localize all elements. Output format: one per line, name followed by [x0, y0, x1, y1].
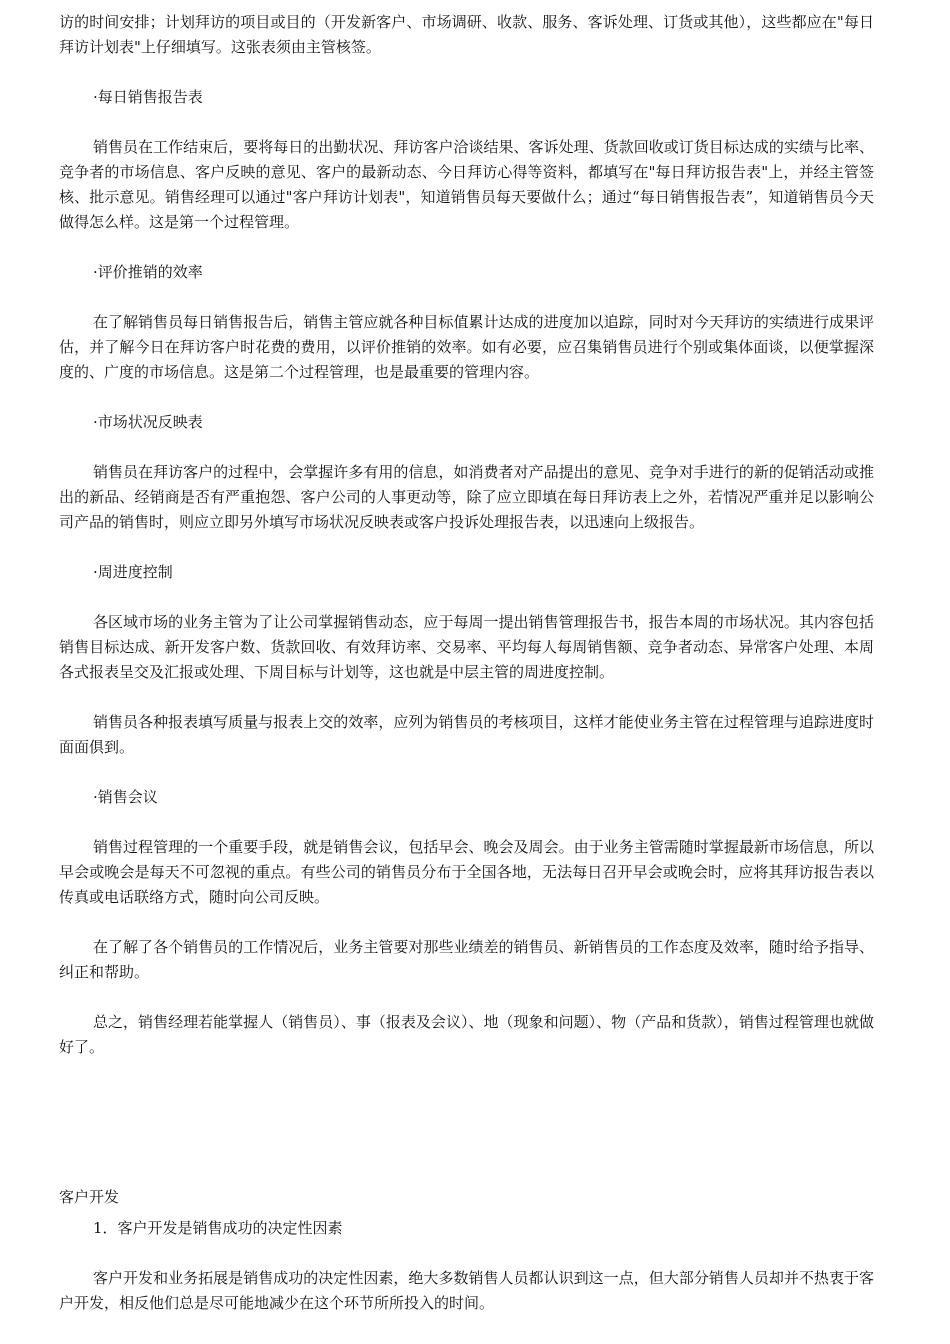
- bullet-heading: ·每日销售报告表: [93, 88, 203, 106]
- bullet-heading: ·周进度控制: [93, 563, 173, 581]
- bullet-heading: ·销售会议: [93, 788, 158, 806]
- paragraph: 访的时间安排；计划拜访的项目或目的（开发新客户、市场调研、收款、服务、客诉处理、订货或其他），这些都应在"每日拜访计划表"上仔细填写。这张表须由主管核签。: [59, 13, 874, 56]
- document-page: [59, 10, 874, 1341]
- paragraph: 在了解了各个销售员的工作情况后，业务主管要对那些业绩差的销售员、新销售员的工作态度及效率，随时给予指导、纠正和帮助。: [59, 938, 874, 981]
- subsection-title: 1．客户开发是销售成功的决定性因素: [93, 1219, 343, 1237]
- paragraph: 销售过程管理的一个重要手段，就是销售会议，包括早会、晚会及周会。由于业务主管需随时掌握最新市场信息，所以早会或晚会是每天不可忽视的重点。有些公司的销售员分布于全国各地，无法每日召开早会或晚会时，应将其拜访报告表以传真或电话联络方式，随时向公司反映。: [59, 838, 874, 906]
- section-title: 客户开发: [59, 1188, 120, 1206]
- paragraph: 总之，销售经理若能掌握人（销售员）、事（报表及会议）、地（现象和问题）、物（产品和货款），销售过程管理也就做好了。: [59, 1013, 874, 1056]
- paragraph: 销售员在工作结束后，要将每日的出勤状况、拜访客户洽谈结果、客诉处理、货款回收或订货目标达成的实绩与比率、竞争者的市场信息、客户反映的意见、客户的最新动态、今日拜访心得等资料，都填写在"每日拜访报告表"上，并经主管签核、批示意见。销售经理可以通过"客户拜访计划表"，知道销售员每天要做什么；通过“每日销售报告表”，知道销售员今天做得怎么样。这是第一个过程管理。: [59, 138, 874, 231]
- paragraph: 销售员各种报表填写质量与报表上交的效率，应列为销售员的考核项目，这样才能使业务主管在过程管理与追踪进度时面面俱到。: [59, 713, 874, 756]
- bullet-heading: ·评价推销的效率: [93, 263, 203, 281]
- spacer: [59, 1085, 874, 1185]
- paragraph: 在了解销售员每日销售报告后，销售主管应就各种目标值累计达成的进度加以追踪，同时对今天拜访的实绩进行成果评估，并了解今日在拜访客户时花费的费用，以评价推销的效率。如有必要，应召集销售员进行个别或集体面谈，以便掌握深度的、广度的市场信息。这是第二个过程管理，也是最重要的管理内容。: [59, 313, 874, 381]
- paragraph: 各区域市场的业务主管为了让公司掌握销售动态，应于每周一提出销售管理报告书，报告本周的市场状况。其内容包括销售目标达成、新开发客户数、货款回收、有效拜访率、交易率、平均每人每周销售额、竞争者动态、异常客户处理、本周各式报表呈交及汇报或处理、下周目标与计划等，这也就是中层主管的周进度控制。: [59, 613, 874, 681]
- bullet-heading: ·市场状况反映表: [93, 413, 203, 431]
- paragraph: 销售员在拜访客户的过程中，会掌握许多有用的信息，如消费者对产品提出的意见、竞争对手进行的新的促销活动或推出的新品、经销商是否有严重抱怨、客户公司的人事更动等，除了应立即填在每日拜访表上之外，若情况严重并足以影响公司产品的销售时，则应立即另外填写市场状况反映表或客户投诉处理报告表，以迅速向上级报告。: [59, 463, 874, 531]
- paragraph: 客户开发和业务拓展是销售成功的决定性因素，绝大多数销售人员都认识到这一点，但大部分销售人员却并不热衷于客户开发，相反他们总是尽可能地减少在这个环节所所投入的时间。: [59, 1269, 874, 1312]
